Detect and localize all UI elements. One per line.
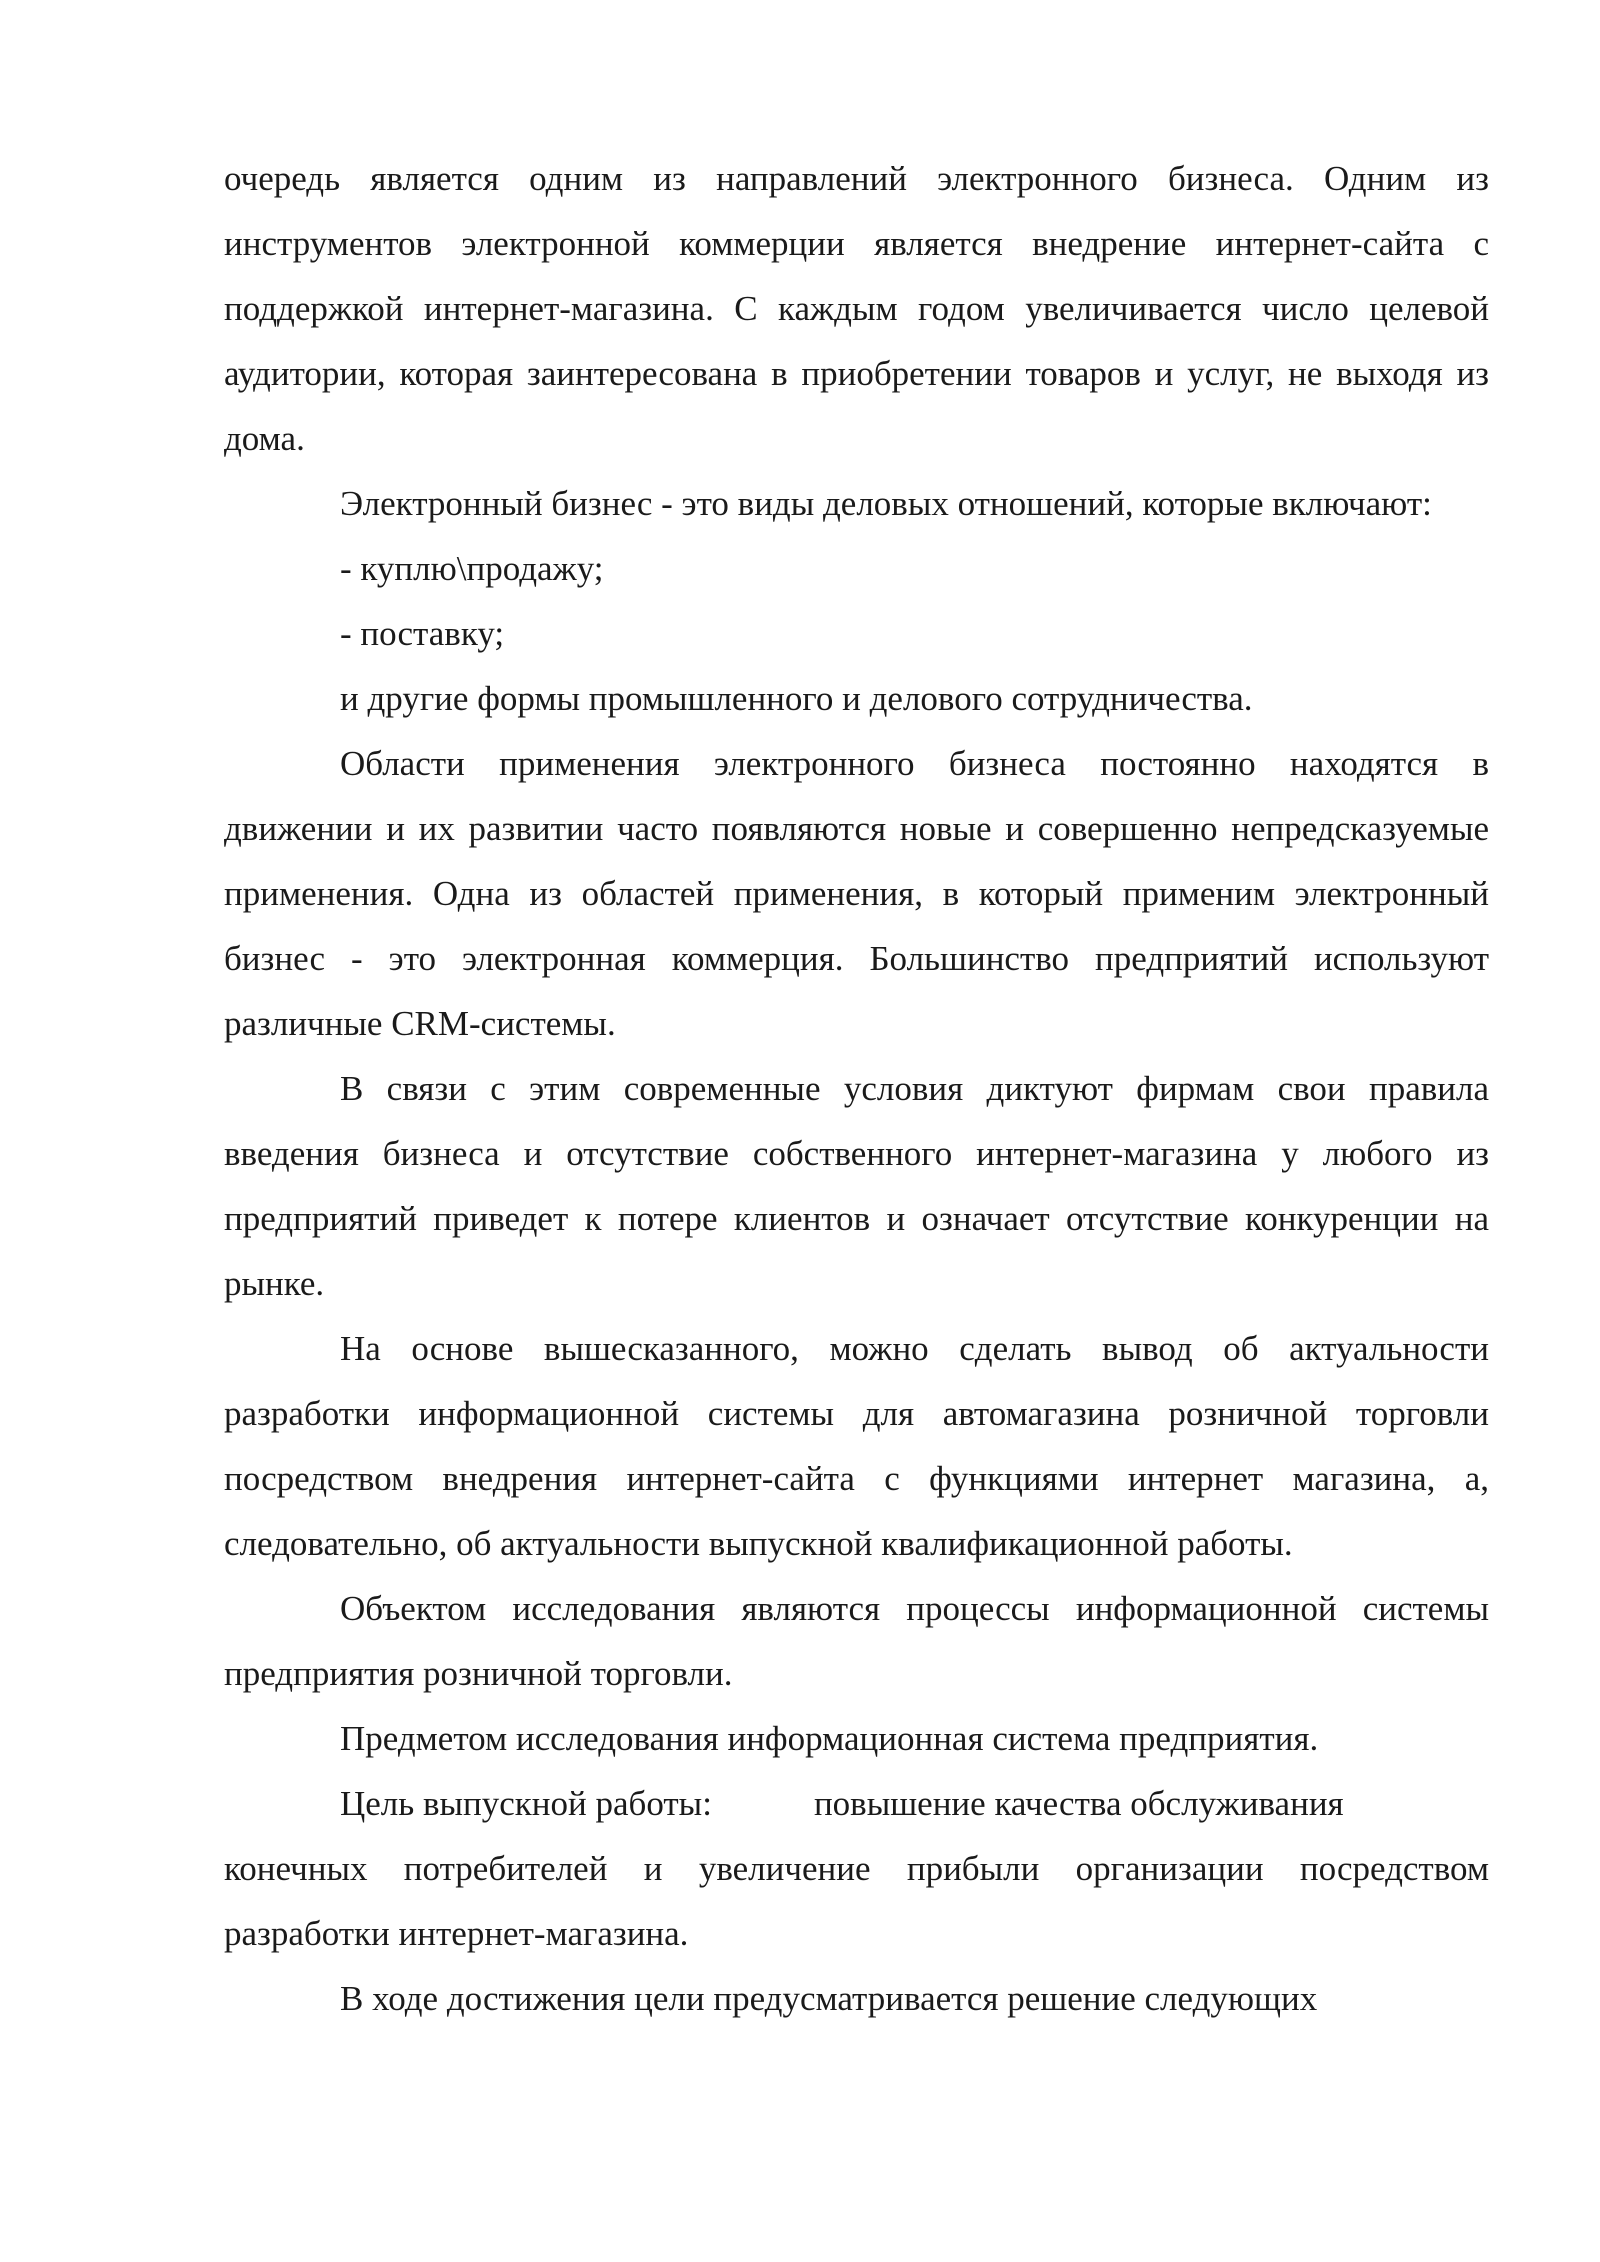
list-item-purchase-sale: - куплю\продажу;	[340, 549, 604, 588]
paragraph-goal-rest: конечных потребителей и увеличение прибыли организации посредством разработки интернет-магазина.	[224, 1849, 1489, 1953]
body-text	[224, 146, 1489, 2031]
paragraph-tasks-intro: В ходе достижения цели предусматривается решение следующих	[340, 1979, 1318, 2018]
list-item-supply: - поставку;	[340, 614, 505, 653]
paragraph-modern-conditions: В связи с этим современные условия диктуют фирмам свои правила введения бизнеса и отсутствие собственного интернет-магазина у любого из предприятий приведет к потере клиентов и означает отсутствие конкуренции на рынке.	[224, 1069, 1489, 1303]
paragraph-ebusiness-definition: Электронный бизнес - это виды деловых отношений, которые включают:	[340, 484, 1432, 523]
goal-label: Цель выпускной работы:	[340, 1784, 712, 1823]
paragraph-continuation: очередь является одним из направлений электронного бизнеса. Одним из инструментов электронной коммерции является внедрение интернет-сайта с поддержкой интернет-магазина. С каждым годом увеличивается число целевой аудитории, которая заинтересована в приобретении товаров и услуг, не выходя из дома.	[224, 159, 1489, 458]
paragraph-relevance: На основе вышесказанного, можно сделать вывод об актуальности разработки информационной системы для автомагазина розничной торговли посредством внедрения интернет-сайта с функциями интернет магазина, а, следовательно, об актуальности выпускной квалификационной работы.	[224, 1329, 1489, 1563]
paragraph-other-forms: и другие формы промышленного и делового сотрудничества.	[340, 679, 1253, 718]
paragraph-goal-first-line	[224, 1771, 1489, 1836]
goal-first-line-text: повышение качества обслуживания	[813, 1784, 1344, 1823]
paragraph-research-object: Объектом исследования являются процессы информационной системы предприятия розничной торговли.	[224, 1589, 1489, 1693]
paragraph-application-areas: Области применения электронного бизнеса постоянно находятся в движении и их развитии часто появляются новые и совершенно непредсказуемые применения. Одна из областей применения, в который применим электронный бизнес - это электронная коммерция. Большинство предприятий используют различные CRM-системы.	[224, 744, 1489, 1043]
paragraph-research-subject: Предметом исследования информационная система предприятия.	[340, 1719, 1319, 1758]
